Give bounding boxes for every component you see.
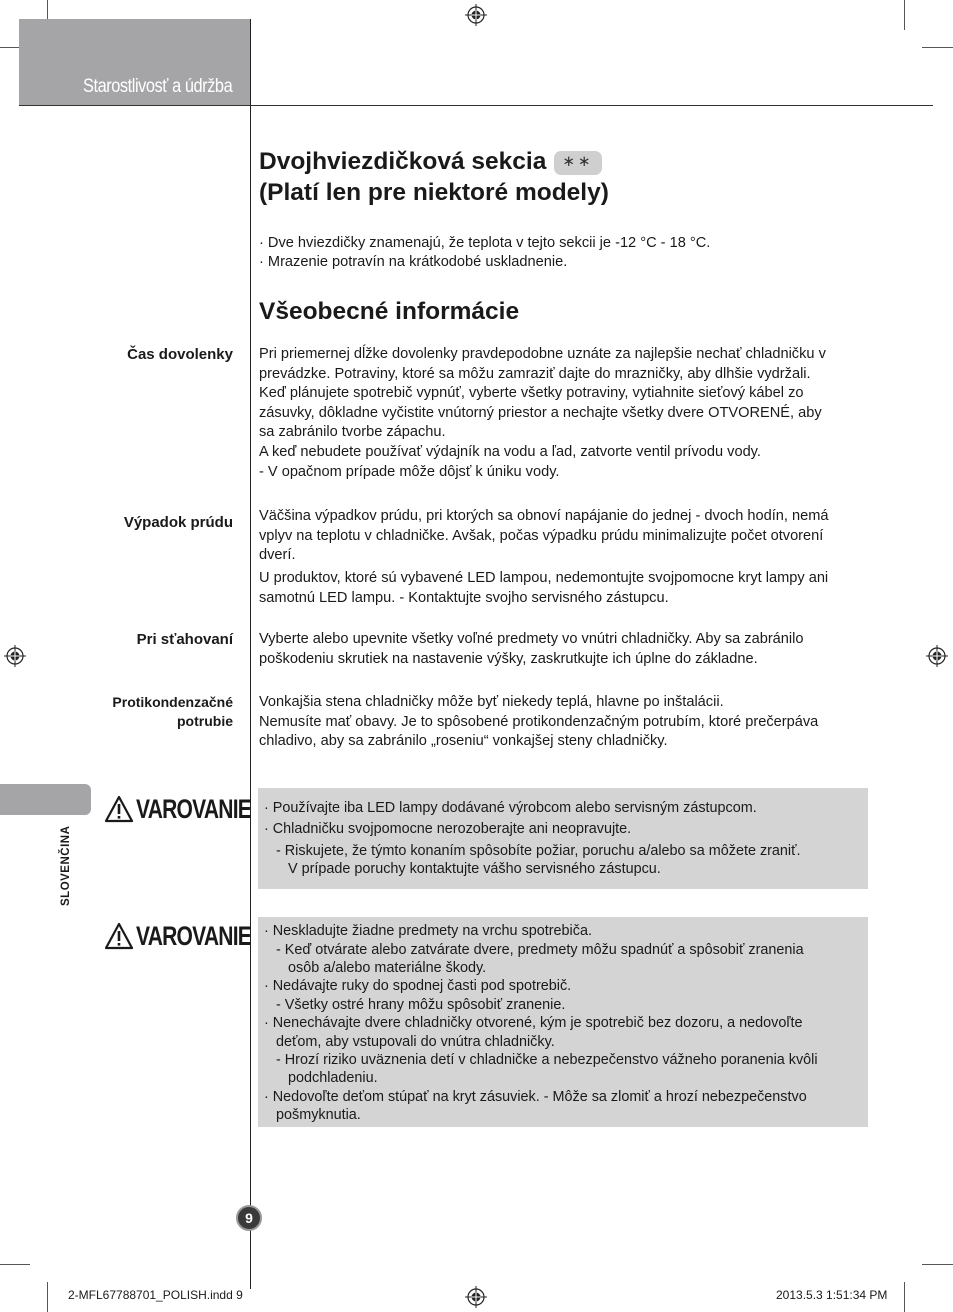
crop-mark (904, 1282, 905, 1312)
warning-line: · Používajte iba LED lampy dodávané výrobcom alebo servisným zástupcom. (264, 800, 757, 816)
power-failure-line: dverí. (259, 547, 296, 564)
power-failure-line: U produktov, ktoré sú vybavené LED lampou, nedemontujte svojpomocne kryt lampy ani (259, 570, 829, 586)
anti-condensation-line: Vonkajšia stena chladničky môže byť niekedy teplá, hlavne po inštalácii. (259, 694, 724, 710)
footer-filename: 2-MFL67788701_POLISH.indd 9 (68, 1288, 243, 1302)
warning-line: · Nedávajte ruky do spodnej časti pod spotrebič. (264, 978, 572, 994)
section-title: Starostlivosť a údržba (83, 76, 233, 97)
two-star-heading: Dvojhviezdičková sekcia ∗∗ (Platí len pre niektoré modely) (259, 148, 609, 206)
crop-mark (904, 0, 905, 30)
power-failure-line: vplyv na teplotu v chladničke. Avšak, počas výpadku prúdu minimalizujte počet otvorení (259, 527, 824, 544)
warning-title: VAROVANIE (104, 920, 284, 952)
power-failure-label: Výpadok prúdu (123, 514, 233, 531)
warning-title: VAROVANIE (104, 793, 284, 825)
vacation-line: - V opačnom prípade môže dôjsť k úniku vody. (259, 463, 560, 480)
registration-mark-icon (4, 645, 26, 667)
crop-mark (47, 1282, 48, 1312)
vacation-line: Keď plánujete spotrebič vypnúť, vyberte všetky potraviny, vytiahnite sieťový kábel zo (259, 385, 804, 402)
general-info-heading: Všeobecné informácie (259, 298, 520, 325)
warning-line: deťom, aby vstupovali do vnútra chladničky. (276, 1034, 555, 1050)
vacation-line: A keď nebudete používať výdajník na vodu a ľad, zatvorte ventil prívodu vody. (259, 444, 761, 460)
anti-condensation-line: chladivo, aby sa zabránilo „roseniu“ vonkajšej steny chladničky. (259, 733, 668, 750)
footer-timestamp: 2013.5.3 1:51:34 PM (776, 1288, 888, 1302)
warning-line: podchladeniu. (288, 1070, 378, 1086)
anti-condensation-label: Protikondenzačné potrubie (112, 694, 233, 729)
language-tab (0, 784, 91, 815)
moving-label: Pri sťahovaní (136, 631, 233, 648)
two-star-bullet: · Mrazenie potravín na krátkodobé uskladnenie. (259, 254, 568, 270)
warning-line: · Chladničku svojpomocne nerozoberajte ani neopravujte. (264, 821, 632, 837)
warning-box (258, 788, 868, 889)
moving-line: poškodeniu skrutiek na nastavenie výšky, zaskrutkujte ich úplne do základne. (259, 650, 758, 667)
warning-line: pošmyknutia. (276, 1107, 361, 1123)
power-failure-line: samotnú LED lampu. - Kontaktujte svojho servisného zástupcu. (259, 589, 669, 606)
warning-line: · Nenechávajte dvere chladničky otvorené, kým je spotrebič bez dozoru, a nedovoľte (264, 1015, 803, 1031)
warning-line: V prípade poruchy kontaktujte vášho servisného zástupcu. (288, 861, 661, 877)
registration-mark-icon (465, 4, 487, 26)
column-divider (250, 19, 251, 1289)
warning-line: · Nedovoľte deťom stúpať na kryt zásuviek. - Môže sa zlomiť a hrozí nebezpečenstvo (264, 1089, 807, 1105)
vacation-line: zásuvky, dôkladne vyčistite vnútorný priestor a nechajte všetky dvere OTVORENÉ, aby (259, 404, 822, 421)
vacation-label: Čas dovolenky (127, 346, 233, 363)
two-star-bullet: · Dve hviezdičky znamenajú, že teplota v tejto sekcii je -12 °C - 18 °C. (259, 235, 711, 251)
vacation-line: sa zabránilo tvorbe zápachu. (259, 424, 446, 441)
vacation-line: prevádzke. Potraviny, ktoré sa môžu zamraziť dajte do mrazničky, aby dlhšie vydržali. (259, 365, 811, 382)
warning-line: - Hrozí riziko uväznenia detí v chladničke a nebezpečenstvo vážneho poranenia kvôli (276, 1052, 818, 1068)
warning-line: - Riskujete, že týmto konaním spôsobíte požiar, poruchu a/alebo sa môžete zraniť. (276, 843, 801, 859)
warning-triangle-icon (104, 922, 134, 950)
power-failure-line: Väčšina výpadkov prúdu, pri ktorých sa obnoví napájanie do jednej - dvoch hodín, nemá (259, 508, 829, 524)
warning-box (258, 917, 868, 1127)
moving-line: Vyberte alebo upevnite všetky voľné predmety vo vnútri chladničky. Aby sa zabránilo (259, 631, 804, 647)
warning-line: osôb a/alebo materiálne škody. (288, 960, 487, 976)
registration-mark-icon (926, 645, 948, 667)
anti-condensation-line: Nemusíte mať obavy. Je to spôsobené protikondenzačným potrubím, ktoré prečerpáva (259, 713, 819, 730)
language-label: SLOVENČINA (60, 825, 72, 906)
registration-mark-icon (465, 1286, 487, 1308)
header-divider (19, 105, 933, 106)
section-header-tab (19, 19, 250, 106)
warning-line: - Všetky ostré hrany môžu spôsobiť zranenie. (276, 997, 566, 1013)
crop-mark (922, 1264, 953, 1265)
page-number-badge: 9 (236, 1205, 262, 1231)
vacation-line: Pri priemernej dĺžke dovolenky pravdepodobne uznáte za najlepšie nechať chladničku v (259, 346, 826, 362)
crop-mark (0, 1264, 30, 1265)
warning-line: · Neskladujte žiadne predmety na vrchu spotrebiča. (264, 923, 592, 939)
two-star-icon: ∗∗ (554, 151, 601, 175)
crop-mark (922, 47, 953, 48)
warning-triangle-icon (104, 795, 134, 823)
warning-line: - Keď otvárate alebo zatvárate dvere, predmety môžu spadnúť a spôsobiť zranenia (276, 942, 804, 958)
